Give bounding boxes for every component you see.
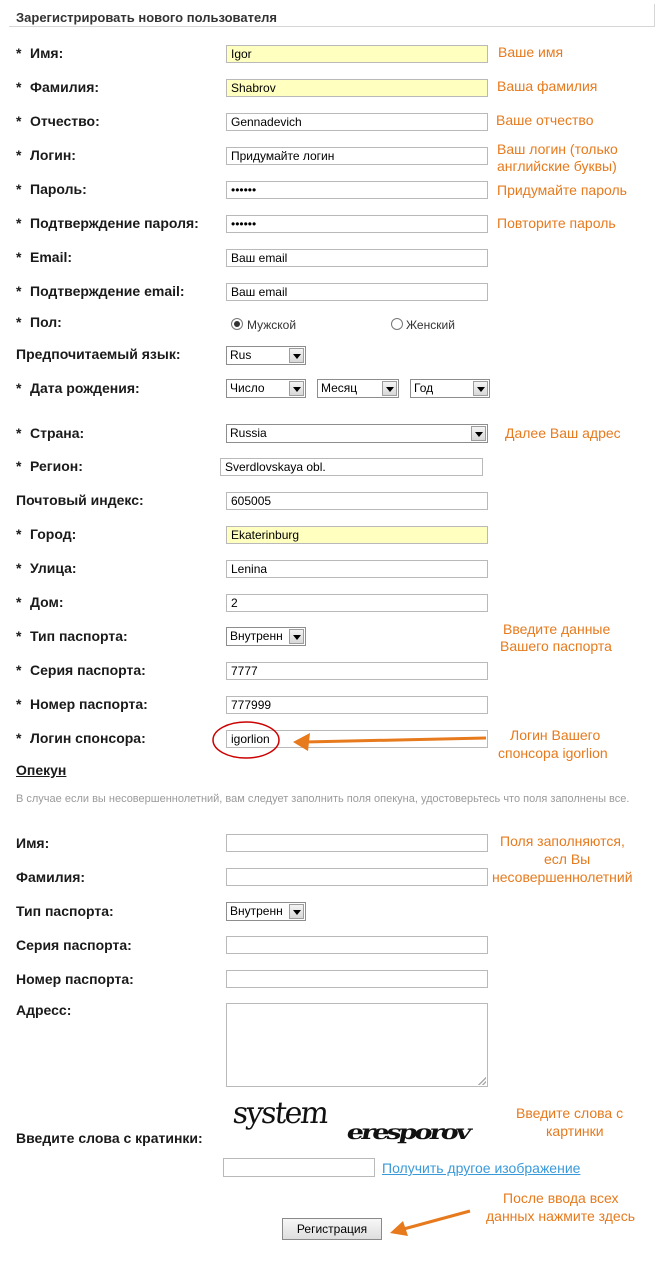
note-guardian-3: несовершеннолетний (492, 869, 633, 885)
gender-female-label[interactable]: Женский (406, 318, 455, 332)
label-captcha: Введите слова с кратинки: (16, 1130, 203, 1146)
house-input[interactable]: 2 (226, 594, 488, 612)
guardian-passport-type-value: Внутренн (230, 904, 283, 918)
email-confirm-input[interactable]: Ваш email (226, 283, 488, 301)
label-guardian-passport-number: Номер паспорта: (16, 971, 134, 987)
note-passport-2: Вашего паспорта (500, 638, 612, 654)
label-city: * Город: (16, 526, 77, 542)
label-street: * Улица: (16, 560, 77, 576)
label-passport-series: * Серия паспорта: (16, 662, 146, 678)
label-passport-number: * Номер паспорта: (16, 696, 148, 712)
note-guardian-2: есл Вы (544, 851, 591, 867)
label-passport-type: * Тип паспорта: (16, 628, 128, 644)
first-name-input[interactable]: Igor (226, 45, 488, 63)
note-login-1: Ваш логин (только (497, 141, 618, 157)
label-house: * Дом: (16, 594, 64, 610)
note-password: Придумайте пароль (497, 182, 627, 198)
language-value: Rus (230, 348, 252, 362)
note-password-confirm: Повторите пароль (497, 215, 616, 231)
gender-male-label[interactable]: Мужской (247, 318, 297, 332)
label-country: * Страна: (16, 425, 85, 441)
captcha-word-2: eresporov (344, 1120, 471, 1145)
label-patronymic: * Отчество: (16, 113, 100, 129)
note-patronymic: Ваше отчество (496, 112, 594, 128)
sponsor-login-input[interactable]: igorlion (226, 730, 488, 748)
label-postcode: Почтовый индекс: (16, 492, 144, 508)
patronymic-input[interactable]: Gennadevich (226, 113, 488, 131)
label-last-name: * Фамилия: (16, 79, 100, 95)
email-input[interactable]: Ваш email (226, 249, 488, 267)
page-title: Зарегистрировать нового пользователя (16, 10, 278, 25)
note-submit-1: После ввода всех (503, 1190, 619, 1206)
birth-month-value: Месяц (321, 381, 358, 395)
guardian-hint: В случае если вы несовершеннолетний, вам следует заполнить поля опекуна, удостоверьтесь что поля заполнены все. (16, 793, 630, 805)
postcode-input[interactable]: 605005 (226, 492, 488, 510)
label-birthdate: * Дата рождения: (16, 380, 140, 396)
refresh-captcha-link[interactable]: Получить другое изображение (382, 1160, 581, 1176)
label-email: * Email: (16, 249, 73, 265)
label-guardian-address: Адресс: (16, 1002, 72, 1018)
arrow-to-submit-icon (390, 1211, 470, 1236)
guardian-section-title: Опекун (16, 762, 67, 778)
arrow-to-sponsor-icon (293, 733, 486, 751)
label-gender: * Пол: (16, 314, 62, 330)
password-input[interactable]: •••••• (226, 181, 488, 199)
note-first-name: Ваше имя (498, 44, 564, 60)
label-email-confirm: * Подтверждение email: (16, 283, 185, 299)
label-password-confirm: * Подтверждение пароля: (16, 215, 199, 231)
label-language: Предпочитаемый язык: (16, 346, 181, 362)
note-guardian-1: Поля заполняются, (500, 833, 625, 849)
login-input[interactable]: Придумайте логин (226, 147, 488, 165)
password-confirm-input[interactable]: •••••• (226, 215, 488, 233)
passport-series-input[interactable]: 7777 (226, 662, 488, 680)
label-guardian-passport-series: Серия паспорта: (16, 937, 132, 953)
passport-type-value: Внутренн (230, 629, 283, 643)
label-guardian-first-name: Имя: (16, 835, 50, 851)
label-guardian-last-name: Фамилия: (16, 869, 86, 885)
passport-number-input[interactable]: 777999 (226, 696, 488, 714)
label-sponsor-login: * Логин спонсора: (16, 730, 146, 746)
label-guardian-passport-type: Тип паспорта: (16, 903, 114, 919)
note-address: Далее Ваш адрес (505, 425, 621, 441)
label-login: * Логин: (16, 147, 76, 163)
label-password: * Пароль: (16, 181, 87, 197)
note-login-2: английские буквы) (497, 158, 617, 174)
note-submit-2: данных нажмите здесь (486, 1208, 635, 1224)
sponsor-highlight-circle (213, 722, 279, 758)
note-passport-1: Введите данные (503, 621, 611, 637)
note-sponsor-1: Логин Вашего (510, 727, 601, 743)
note-captcha-1: Введите слова с (516, 1105, 624, 1121)
last-name-input[interactable]: Shabrov (226, 79, 488, 97)
label-first-name: * Имя: (16, 45, 64, 61)
region-input[interactable]: Sverdlovskaya obl. (220, 458, 483, 476)
note-last-name: Ваша фамилия (497, 78, 598, 94)
captcha-word-1: system (231, 1096, 329, 1131)
country-value: Russia (230, 426, 267, 440)
note-captcha-2: картинки (546, 1123, 604, 1139)
label-region: * Регион: (16, 458, 83, 474)
street-input[interactable]: Lenina (226, 560, 488, 578)
note-sponsor-2: спонсора igorlion (498, 745, 608, 761)
city-input[interactable]: Ekaterinburg (226, 526, 488, 544)
register-button[interactable]: Регистрация (282, 1218, 382, 1240)
birth-day-value: Число (230, 381, 265, 395)
birth-year-value: Год (414, 381, 434, 395)
